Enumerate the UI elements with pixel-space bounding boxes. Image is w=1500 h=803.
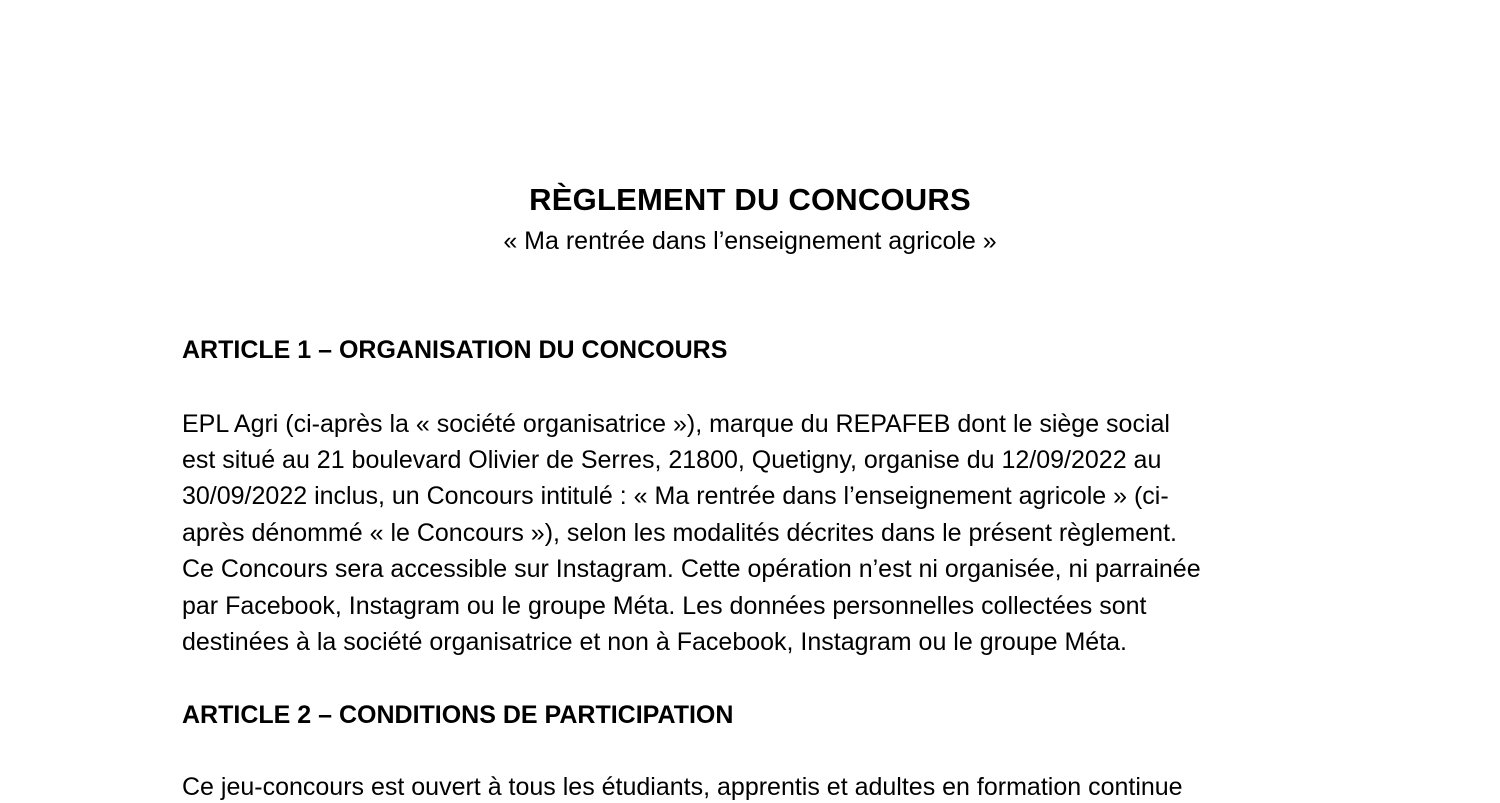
article-1-line: 30/09/2022 inclus, un Concours intitulé : « Ma rentrée dans l’enseignement agricole » (ci- (182, 482, 1169, 510)
article-1-line: après dénommé « le Concours »), selon les modalités décrites dans le présent règlement. (182, 519, 1177, 547)
article-1-line: destinées à la société organisatrice et non à Facebook, Instagram ou le groupe Méta. (182, 628, 1128, 656)
article-2-heading: ARTICLE 2 – CONDITIONS DE PARTICIPATION (182, 701, 734, 729)
article-1-line: Ce Concours sera accessible sur Instagram. Cette opération n’est ni organisée, ni parrainée (182, 555, 1201, 583)
article-1-line: par Facebook, Instagram ou le groupe Méta. Les données personnelles collectées sont (182, 592, 1147, 620)
article-1-line: est situé au 21 boulevard Olivier de Serres, 21800, Quetigny, organise du 12/09/2022 au (182, 446, 1162, 474)
article-1-line: EPL Agri (ci-après la « société organisatrice »), marque du REPAFEB dont le siège social (182, 410, 1170, 438)
article-2-line: Ce jeu-concours est ouvert à tous les étudiants, apprentis et adultes en formation continue (182, 773, 1183, 801)
document-title: RÈGLEMENT DU CONCOURS (529, 182, 971, 217)
article-1-heading: ARTICLE 1 – ORGANISATION DU CONCOURS (182, 336, 728, 364)
document-subtitle: « Ma rentrée dans l’enseignement agricole » (503, 227, 997, 255)
